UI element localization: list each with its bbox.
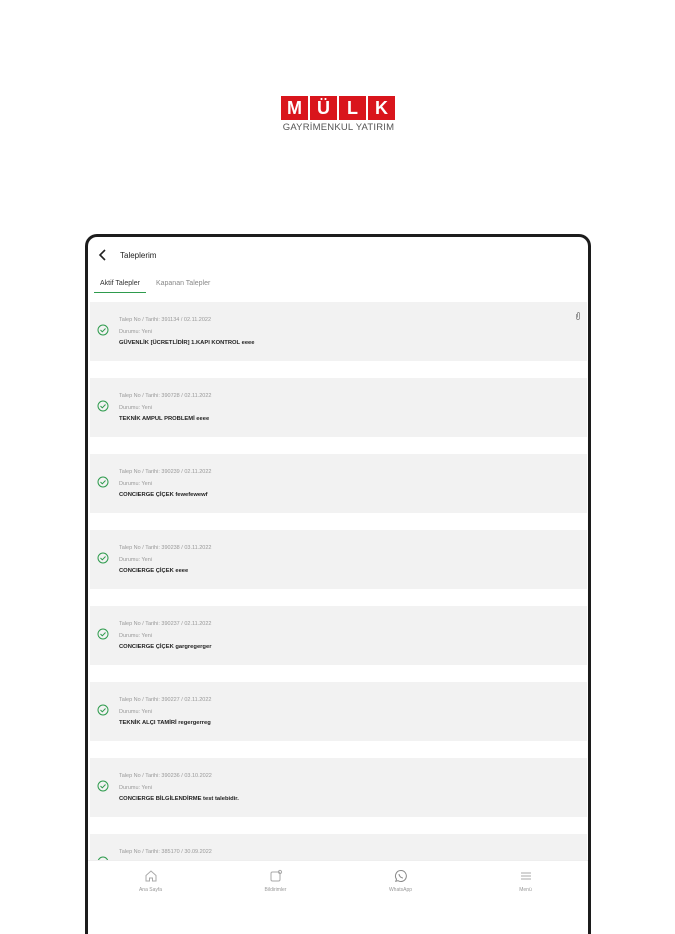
request-title: CONCIERGE ÇİÇEK fewefewewf xyxy=(119,492,208,498)
request-card[interactable] xyxy=(90,302,587,361)
logo-subtitle: GAYRİMENKUL YATIRIM xyxy=(282,122,395,133)
request-title: CONCIERGE ÇİÇEK eeee xyxy=(119,568,189,574)
check-circle-icon xyxy=(97,476,109,488)
nav-label: Menü xyxy=(519,887,532,893)
request-status: Durumu: Yeni xyxy=(119,557,153,563)
request-card[interactable] xyxy=(90,454,587,513)
device-frame xyxy=(85,234,591,934)
nav-notifications[interactable] xyxy=(213,861,338,911)
request-meta: Talep No / Tarihi: 390238 / 03.11.2022 xyxy=(119,545,212,551)
request-status: Durumu: Yeni xyxy=(119,633,153,639)
request-meta: Talep No / Tarihi: 390728 / 02.11.2022 xyxy=(119,393,212,399)
check-circle-icon xyxy=(97,780,109,792)
nav-home[interactable] xyxy=(88,861,213,911)
check-circle-icon xyxy=(97,400,109,412)
request-title: TEKNİK ALÇI TAMİRİ regergerreg xyxy=(119,720,211,726)
request-title: CONCIERGE BİLGİLENDİRME test talebidir. xyxy=(119,796,239,802)
request-title: CONCIERGE ÇİÇEK gargregerger xyxy=(119,644,212,650)
request-status: Durumu: Yeni xyxy=(119,709,153,715)
logo-letter: K xyxy=(368,96,395,120)
page-title: Taleplerim xyxy=(120,250,157,260)
request-meta: Talep No / Tarihi: 390239 / 02.11.2022 xyxy=(119,469,212,475)
request-status: Durumu: Yeni xyxy=(119,329,153,335)
request-meta: Talep No / Tarihi: 385170 / 30.09.2022 xyxy=(119,849,212,855)
whatsapp-icon xyxy=(394,869,408,883)
check-circle-icon xyxy=(97,552,109,564)
logo-letter: M xyxy=(281,96,308,120)
nav-whatsapp[interactable] xyxy=(338,861,463,911)
bottom-nav xyxy=(88,860,588,911)
nav-label: WhatsApp xyxy=(388,887,413,893)
arrow-left-icon[interactable] xyxy=(96,248,110,262)
request-status: Durumu: Yeni xyxy=(119,481,153,487)
request-meta: Talep No / Tarihi: 390227 / 02.11.2022 xyxy=(119,697,212,703)
request-card[interactable] xyxy=(90,682,587,741)
request-status: Durumu: Yeni xyxy=(119,785,153,791)
nav-menu[interactable] xyxy=(463,861,588,911)
request-title: GÜVENLİK [ÜCRETLİDİR] 1.KAPI KONTROL eeee xyxy=(119,340,255,346)
request-meta: Talep No / Tarihi: 390237 / 02.11.2022 xyxy=(119,621,212,627)
tab-closed-requests[interactable]: Kapanan Talepler xyxy=(155,280,211,287)
request-meta: Talep No / Tarihi: 390236 / 03.10.2022 xyxy=(119,773,212,779)
logo-letter: L xyxy=(339,96,366,120)
attachment-icon[interactable] xyxy=(575,312,581,320)
menu-icon xyxy=(519,869,533,883)
nav-label: Bildirimler xyxy=(264,887,287,893)
tab-bar xyxy=(88,273,588,295)
request-card[interactable] xyxy=(90,758,587,817)
check-circle-icon xyxy=(97,628,109,640)
request-card[interactable] xyxy=(90,530,587,589)
request-title: TEKNİK AMPUL PROBLEMİ eeee xyxy=(119,416,210,422)
brand-logo xyxy=(281,96,396,133)
tab-active-requests[interactable]: Aktif Talepler xyxy=(94,276,146,293)
request-card[interactable] xyxy=(90,378,587,437)
home-icon xyxy=(144,869,158,883)
app-header xyxy=(88,237,588,273)
check-circle-icon xyxy=(97,324,109,336)
request-card[interactable] xyxy=(90,606,587,665)
request-meta: Talep No / Tarihi: 391134 / 02.11.2022 xyxy=(119,317,212,323)
nav-label: Ana Sayfa xyxy=(138,887,163,893)
logo-letter: Ü xyxy=(310,96,337,120)
request-status: Durumu: Yeni xyxy=(119,405,153,411)
check-circle-icon xyxy=(97,704,109,716)
notification-icon xyxy=(269,869,283,883)
